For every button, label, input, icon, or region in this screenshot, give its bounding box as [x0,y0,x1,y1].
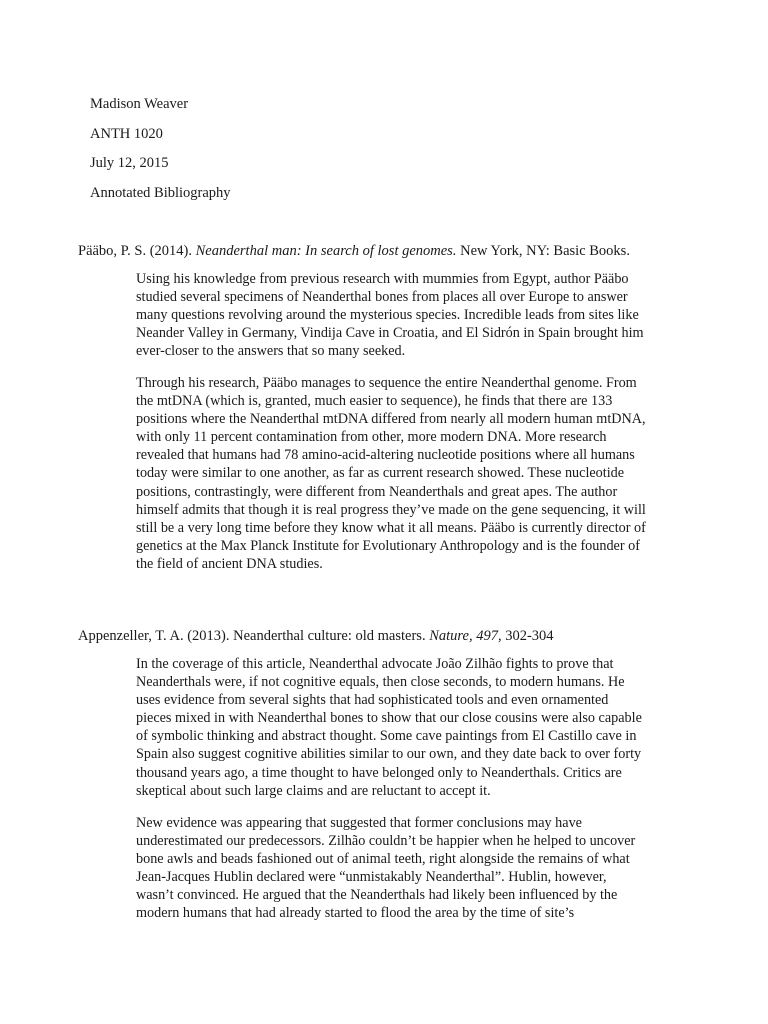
annotation-paragraph [136,655,716,800]
text-line: himself admits that though it is real progress they’ve made on the gene sequencing, it will [136,501,646,518]
annotation-paragraph [136,814,716,923]
text-line: uses evidence from several sights that had sophisticated tools and even ornamented [136,692,609,709]
text-line: Spain also suggest cognitive abilities similar to our own, and they date back to over forty [136,746,642,763]
text-line: Through his research, Pääbo manages to sequence the entire Neanderthal genome. From [136,375,637,391]
text-line: wasn’t convinced. He argued that the Neanderthals had likely been influenced by the [136,887,618,904]
text-line: In the coverage of this article, Neanderthal advocate João Zilhão fights to prove that [136,656,614,672]
text-line: skeptical about such large claims and are reluctant to accept it. [136,782,491,799]
text-line: modern humans that had already started to flood the area by the time of site’s [136,905,575,922]
text-line: Jean-Jacques Hublin declared were “unmistakably Neanderthal”. Hublin, however, [136,869,607,886]
citation-paabo [78,242,758,260]
citation-authors: Appenzeller, T. A. (2013). Neanderthal culture: old masters. [78,628,430,644]
text-line: positions, contrastingly, were different from Neanderthals and great apes. The author [136,483,618,500]
citation-appenzeller [78,627,758,645]
citation-publisher: New York, NY: Basic Books. [456,243,630,259]
text-line: Using his knowledge from previous research with mummies from Egypt, author Pääbo [136,271,629,287]
citation-authors: Pääbo, P. S. (2014). [78,243,196,259]
text-line: with only 11 percent contamination from other, more modern DNA. More research [136,429,607,446]
text-line: the field of ancient DNA studies. [136,555,323,572]
text-line: positions where the Neanderthal mtDNA differed from nearly all modern human mtDNA, [136,411,646,428]
document-date: July 12, 2015 [90,155,169,171]
author-name: Madison Weaver [90,96,189,112]
course-code: ANTH 1020 [90,126,163,142]
text-line: ever-closer to the answers that so many seeked. [136,343,406,360]
text-line: studied several specimens of Neanderthal bones from places all over Europe to answer [136,289,628,306]
text-line: today were similar to one another, as far as current research showed. These nucleotide [136,465,625,482]
document-title: Annotated Bibliography [90,185,231,201]
text-line: many questions revolving around the mysterious species. Incredible leads from sites like [136,307,639,324]
text-line: Neander Valley in Germany, Vindija Cave in Croatia, and El Sidrón in Spain brought him [136,325,644,342]
citation-journal: Nature, 497, [429,628,502,644]
text-line: revealed that humans had 78 amino-acid-altering nucleotide positions where all humans [136,447,635,464]
text-line: of symbolic thinking and abstract thought. Some cave paintings from El Castillo cave in [136,728,637,745]
text-line: pieces mixed in with Neanderthal bones to show that our close cousins were also capable [136,710,642,727]
annotation-paragraph [136,374,716,573]
citation-title: Neanderthal man: In search of lost genomes. [195,243,457,259]
text-line: Neanderthals were, if not cognitive equals, then close seconds, to modern humans. He [136,674,625,691]
text-line: still be a very long time before they know what it all means. Pääbo is currently director of [136,519,646,536]
text-line: underestimated our predecessors. Zilhão couldn’t be happier when he helped to uncover [136,833,636,850]
annotation-paragraph [136,270,716,360]
text-line: bone awls and beads fashioned out of animal teeth, right alongside the remains of what [136,851,630,868]
text-line: thousand years ago, a time thought to have belonged only to Neanderthals. Critics are [136,764,622,781]
text-line: New evidence was appearing that suggested that former conclusions may have [136,815,582,831]
text-line: the mtDNA (which is, granted, much easier to sequence), he finds that there are 133 [136,393,613,410]
citation-pages: 302-304 [501,628,554,644]
text-line: genetics at the Max Planck Institute for Evolutionary Anthropology and is the founder of [136,537,640,554]
